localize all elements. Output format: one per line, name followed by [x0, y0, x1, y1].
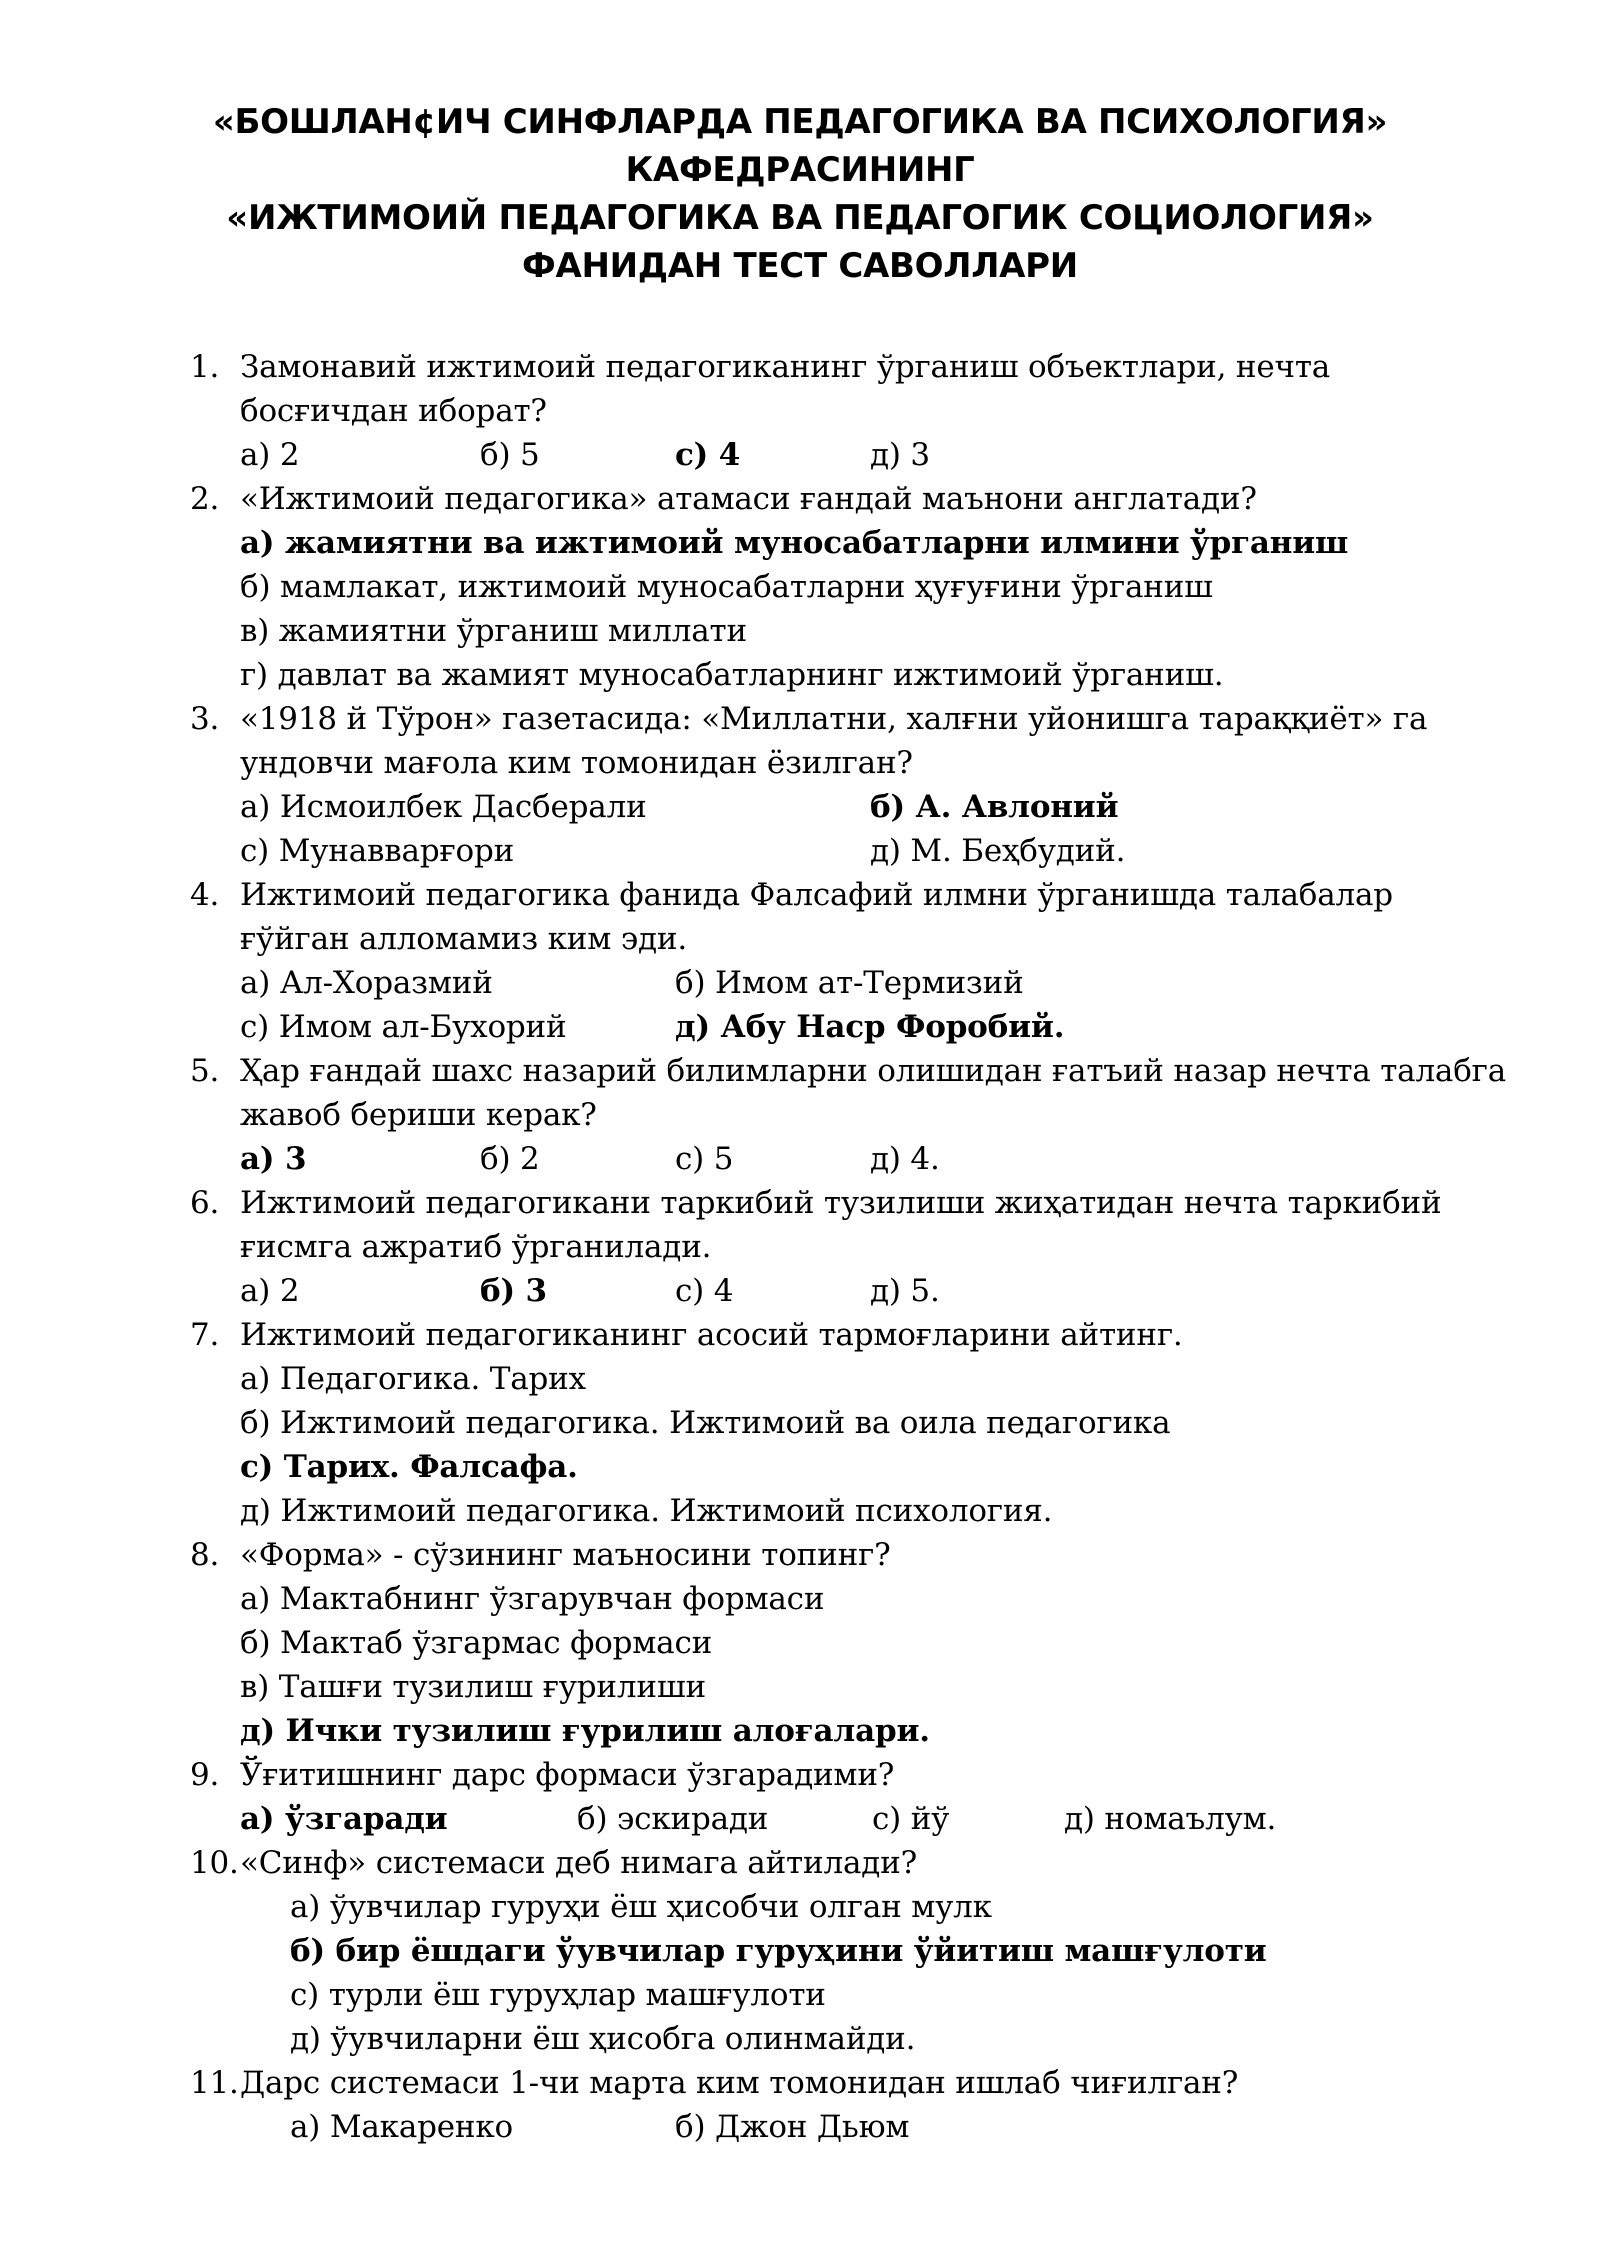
question-text-line: Ижтимоий педагогика фанида Фалсафий илмни ўрганишда талабалар: [240, 877, 1393, 913]
answer-option: а) Педагогика. Тарих: [240, 1361, 586, 1397]
question-5: [190, 1049, 1550, 1181]
question-11: [190, 2061, 1550, 2149]
answer-option: б) Имом ат-Термизий: [675, 965, 1024, 1001]
question-4: [190, 873, 1550, 1049]
answer-option-correct: с) Тарих. Фалсафа.: [240, 1449, 578, 1485]
answer-option-correct: б) бир ёшдаги ўувчилар гуруҳини ўйитиш машғулоти: [290, 1933, 1267, 1969]
answer-option-correct: а) ўзгаради: [240, 1801, 448, 1837]
answer-option: д) 3: [870, 437, 930, 473]
title-line-3: «ИЖТИМОИЙ ПЕДАГОГИКА ВА ПЕДАГОГИК СОЦИОЛОГИЯ»: [226, 198, 1374, 238]
question-text: [190, 1753, 1550, 1797]
answer-row: [190, 2105, 1550, 2149]
question-text: [190, 2061, 1550, 2105]
question-8: [190, 1533, 1550, 1753]
question-text-line: Замонавий ижтимоий педагогиканинг ўрганиш объектлари, нечта: [240, 349, 1331, 385]
question-text-line: Ўғитишнинг дарс формаси ўзгарадими?: [240, 1757, 895, 1793]
answer-option: б) Ижтимоий педагогика. Ижтимоий ва оила педагогика: [240, 1405, 1171, 1441]
question-text: [190, 873, 1550, 961]
question-3: [190, 697, 1550, 873]
question-text: [190, 697, 1550, 785]
answer-option: а) Макаренко: [290, 2109, 514, 2145]
question-text: [190, 1181, 1550, 1269]
question-text: [190, 1533, 1550, 1577]
question-10: [190, 1841, 1550, 2061]
question-text: [190, 477, 1550, 521]
answer-row: [190, 829, 1550, 873]
question-6: [190, 1181, 1550, 1313]
answer-option-correct: с) 4: [675, 437, 741, 473]
question-list: [190, 345, 1550, 2149]
answer-option: д) М. Беҳбудий.: [870, 833, 1126, 869]
question-9: [190, 1753, 1550, 1841]
answer-option-correct: а) 3: [240, 1141, 307, 1177]
answer-option: б) эскиради: [577, 1801, 769, 1837]
question-number: 8.: [190, 1537, 220, 1573]
question-text-line: босғичдан иборат?: [240, 393, 547, 429]
question-number: 11.: [190, 2065, 239, 2101]
question-text: [190, 1049, 1550, 1137]
question-number: 7.: [190, 1317, 220, 1353]
answer-row: [190, 1269, 1550, 1313]
answer-option: а) Ал-Хоразмий: [240, 965, 493, 1001]
question-number: 6.: [190, 1185, 220, 1221]
answer-option: а) Исмоилбек Дасберали: [240, 789, 647, 825]
answer-option-correct: б) А. Авлоний: [870, 789, 1119, 825]
question-text-line: Ҳар ғандай шахс назарий билимларни олишидан ғатъий назар нечта талабга: [240, 1053, 1507, 1089]
answer-option: с) йў: [872, 1801, 950, 1837]
answer-option: б) Джон Дьюм: [675, 2109, 910, 2145]
answer-option: с) 4: [675, 1273, 734, 1309]
question-text: [190, 345, 1550, 433]
answer-option: д) ўувчиларни ёш ҳисобга олинмайди.: [290, 2021, 916, 2057]
question-number: 1.: [190, 349, 220, 385]
answer-option-correct: а) жамиятни ва ижтимоий муносабатларни илмини ўрганиш: [240, 525, 1349, 561]
answer-option: а) Мактабнинг ўзгарувчан формаси: [240, 1581, 825, 1617]
answer-row: [190, 1797, 1550, 1841]
title-line-2: КАФЕДРАСИНИНГ: [625, 150, 975, 190]
answer-row: [190, 961, 1550, 1005]
question-number: 9.: [190, 1757, 220, 1793]
question-2: [190, 477, 1550, 697]
question-text: [190, 1313, 1550, 1357]
question-1: [190, 345, 1550, 477]
answer-option: с) 5: [675, 1141, 734, 1177]
answer-option: с) Мунавварғори: [240, 833, 515, 869]
page-title: [0, 98, 1600, 290]
answer-option: д) Ижтимоий педагогика. Ижтимоий психология.: [240, 1493, 1053, 1529]
question-text-line: «Синф» системаси деб нимага айтилади?: [240, 1845, 917, 1881]
answer-option: б) 5: [480, 437, 540, 473]
answer-row: [190, 1005, 1550, 1049]
answer-option-correct: д) Ички тузилиш ғурилиш алоғалари.: [240, 1713, 930, 1749]
answer-option: б) Мактаб ўзгармас формаси: [240, 1625, 713, 1661]
answer-option: а) 2: [240, 437, 300, 473]
question-text: [190, 1841, 1550, 1885]
answer-row: [190, 433, 1550, 477]
answer-row: [190, 785, 1550, 829]
answer-option: б) мамлакат, ижтимоий муносабатларни ҳуғуғини ўрганиш: [240, 569, 1213, 605]
question-text-line: «1918 й Тўрон» газетасида: «Миллатни, халғни уйонишга тараққиёт» га: [240, 701, 1428, 737]
question-7: [190, 1313, 1550, 1533]
answer-row: [190, 1137, 1550, 1181]
answer-option: с) турли ёш гуруҳлар машғулоти: [290, 1977, 826, 2013]
answer-option: д) 5.: [870, 1273, 940, 1309]
question-text-line: Ижтимоий педагогикани таркибий тузилиши жиҳатидан нечта таркибий: [240, 1185, 1442, 1221]
question-text-line: Ижтимоий педагогиканинг асосий тармоғларини айтинг.: [240, 1317, 1183, 1353]
title-line-4: ФАНИДАН ТЕСТ САВОЛЛАРИ: [522, 246, 1078, 286]
question-text-line: «Ижтимоий педагогика» атамаси ғандай маънони англатади?: [240, 481, 1257, 517]
answer-option: в) жамиятни ўрганиш миллати: [240, 613, 747, 649]
question-text-line: ундовчи мағола ким томонидан ёзилган?: [240, 745, 913, 781]
question-number: 5.: [190, 1053, 220, 1089]
answer-option: а) 2: [240, 1273, 300, 1309]
title-line-1: «БОШЛАН¢ИЧ СИНФЛАРДА ПЕДАГОГИКА ВА ПСИХОЛОГИЯ»: [212, 102, 1388, 142]
question-text-line: «Форма» - сўзининг маъносини топинг?: [240, 1537, 891, 1573]
question-number: 3.: [190, 701, 220, 737]
question-number: 4.: [190, 877, 220, 913]
answer-option: д) 4.: [870, 1141, 940, 1177]
question-text-line: ғўйган алломамиз ким эди.: [240, 921, 687, 957]
answer-option: б) 2: [480, 1141, 540, 1177]
answer-option: а) ўувчилар гуруҳи ёш ҳисобчи олган мулк: [290, 1889, 992, 1925]
answer-option-correct: д) Абу Наср Форобий.: [675, 1009, 1065, 1045]
question-text-line: Дарс системаси 1-чи марта ким томонидан ишлаб чиғилган?: [240, 2065, 1239, 2101]
question-number: 2.: [190, 481, 220, 517]
answer-option: д) номаълум.: [1064, 1801, 1277, 1837]
question-text-line: ғисмга ажратиб ўрганилади.: [240, 1229, 712, 1265]
answer-option: в) Ташғи тузилиш ғурилиши: [240, 1669, 706, 1705]
answer-option-correct: б) 3: [480, 1273, 547, 1309]
question-text-line: жавоб бериши керак?: [240, 1097, 597, 1133]
question-number: 10.: [190, 1845, 239, 1881]
answer-option: с) Имом ал-Бухорий: [240, 1009, 567, 1045]
answer-option: г) давлат ва жамият муносабатларнинг ижтимоий ўрганиш.: [240, 657, 1224, 693]
